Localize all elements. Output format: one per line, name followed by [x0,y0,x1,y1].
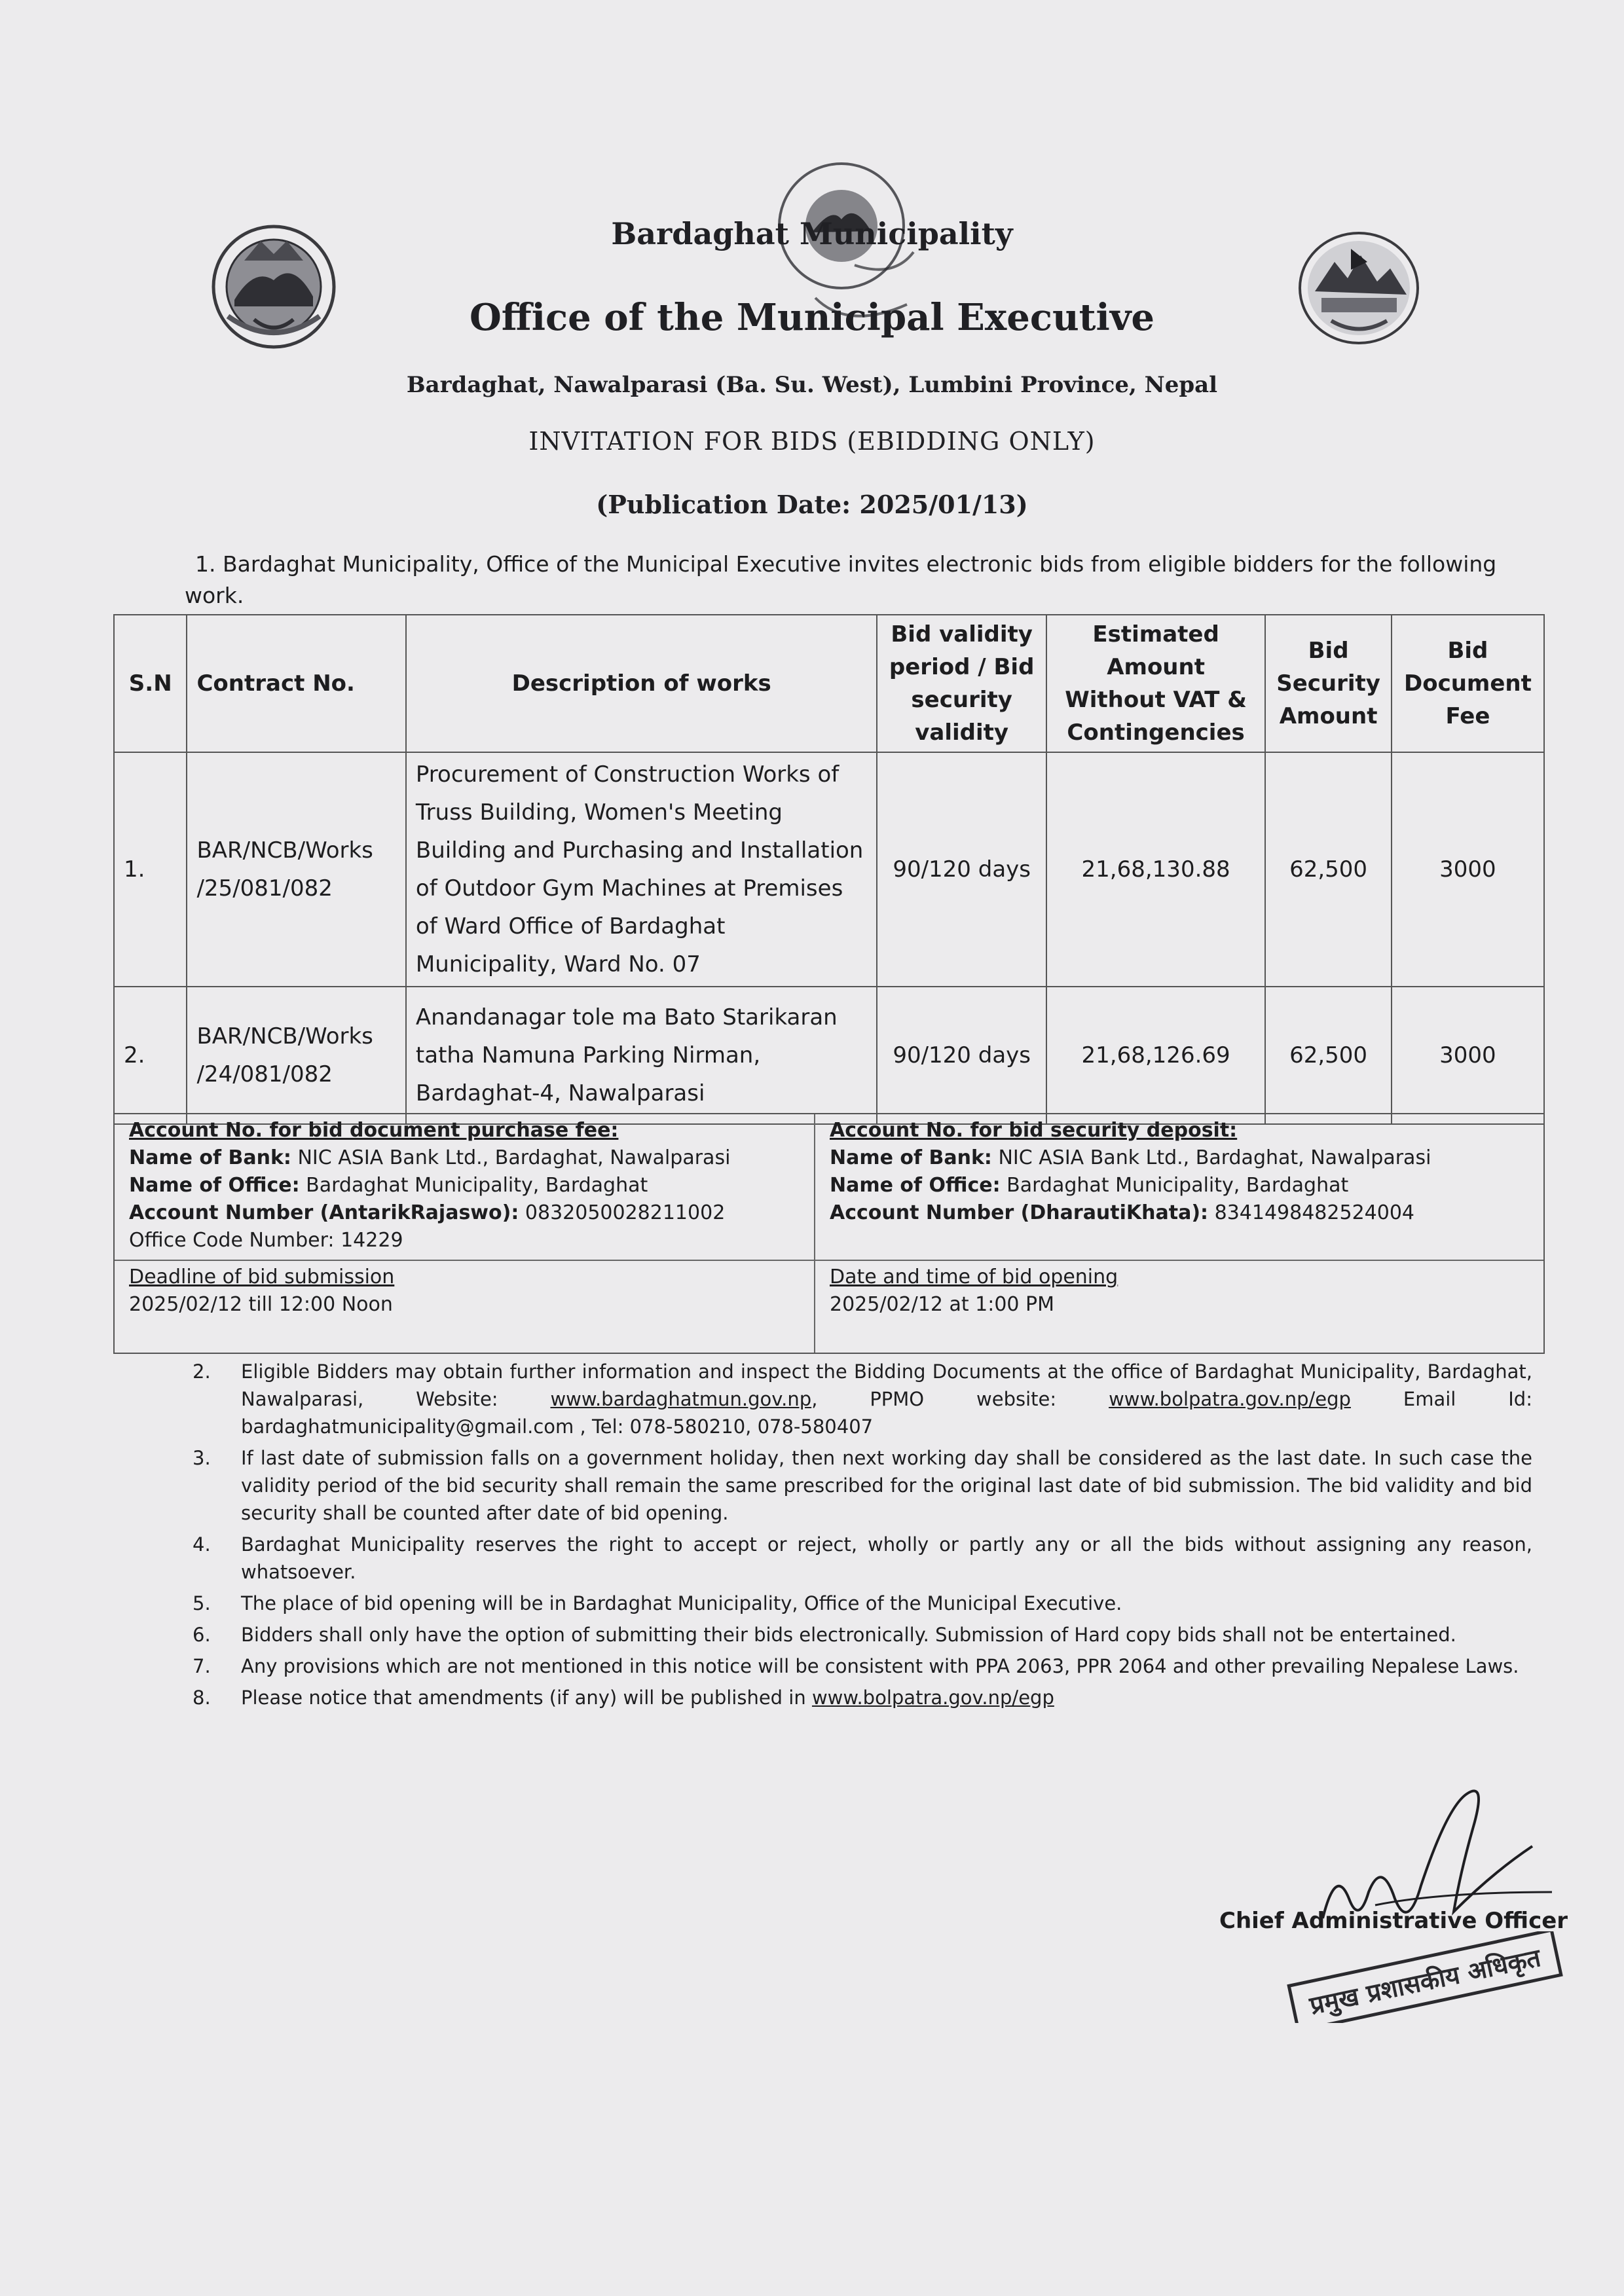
cell-description: Anandanagar tole ma Bato Starikaran tatha Namuna Parking Nirman, Bardaghat-4, Nawalparasi [406,987,877,1124]
officer-stamp-icon [1283,1931,1565,2023]
cell-security: 62,500 [1265,987,1392,1124]
divider [115,1260,1543,1261]
opening-value: 2025/02/12 at 1:00 PM [830,1293,1055,1316]
header-security: Bid Security Amount [1265,615,1392,752]
security-bank: Name of Bank: NIC ASIA Bank Ltd., Bardaghat, Nawalparasi [830,1146,1431,1169]
cell-validity: 90/120 days [877,752,1046,987]
header-sn: S.N [114,615,187,752]
cell-sn: 2. [114,987,187,1124]
list-item: 3. If last date of submission falls on a government holiday, then next working day shall be considered as the last date. In such case the validity period of the bid security shall remain the same prescribed for the original last date of bid submission. The bid validity and bid security shall be counted after date of bid opening. [193,1447,1532,1524]
security-heading: Account No. for bid security deposit: [830,1119,1238,1142]
security-account-number: Account Number (DharautiKhata): 8341498482524004 [830,1201,1414,1224]
publication-date: (Publication Date: 2025/01/13) [596,490,1028,519]
header-fee: Bid Document Fee [1392,615,1544,752]
deadline-heading: Deadline of bid submission [129,1266,395,1288]
cell-fee: 3000 [1392,752,1544,987]
list-item: 7. Any provisions which are not mentioned in this notice will be consistent with PPA 2063, PPR 2064 and other prevailing Nepalese Laws. [193,1655,1519,1677]
office-name: Office of the Municipal Executive [470,296,1154,339]
purchase-office-code: Office Code Number: 14229 [129,1229,403,1252]
divider [814,1114,815,1353]
intro-text: Bardaghat Municipality, Office of the Municipal Executive invites electronic bids from eligible bidders for the following work. [185,551,1497,608]
intro-paragraph [185,549,1532,611]
bid-table [113,614,1545,1125]
list-item: 6. Bidders shall only have the option of submitting their bids electronically. Submission of Hard copy bids shall not be entertained. [193,1624,1456,1646]
cell-sn: 1. [114,752,187,987]
header-description: Description of works [406,615,877,752]
table-header-row [114,615,1544,752]
cell-validity: 90/120 days [877,987,1046,1124]
amendments-link[interactable]: www.bolpatra.gov.np/egp [811,1686,1054,1709]
table-row [114,987,1544,1124]
opening-section [830,1264,1537,1319]
header-estimated: Estimated Amount Without VAT & Contingencies [1046,615,1265,752]
intro-number: 1. [195,551,216,577]
opening-heading: Date and time of bid opening [830,1266,1118,1288]
cell-contract: BAR/NCB/Works /25/081/082 [187,752,405,987]
ppmo-link[interactable]: www.bolpatra.gov.np/egp [1109,1388,1351,1410]
deadline-section [129,1264,803,1319]
cell-security: 62,500 [1265,752,1392,987]
office-address: Bardaghat, Nawalparasi (Ba. Su. West), Lumbini Province, Nepal [406,372,1218,398]
security-office: Name of Office: Bardaghat Municipality, Bardaghat [830,1174,1349,1197]
svg-text:प्रमुख प्रशासकीय अधिकृत: प्रमुख प्रशासकीय अधिकृत [1307,1943,1543,2020]
cell-description: Procurement of Construction Works of Truss Building, Women's Meeting Building and Purchasing and Installation of Outdoor Gym Machines at Premises of Ward Office of Bardaghat Municipality, Ward No. 07 [406,752,877,987]
list-item: 4. Bardaghat Municipality reserves the right to accept or reject, wholly or partly any or all the bids without assigning any reason, whatsoever. [193,1533,1532,1583]
cell-estimated: 21,68,130.88 [1046,752,1265,987]
purchase-bank: Name of Bank: NIC ASIA Bank Ltd., Bardaghat, Nawalparasi [129,1146,731,1169]
deadline-value: 2025/02/12 till 12:00 Noon [129,1293,393,1316]
municipality-name: Bardaghat Municipality [611,216,1013,251]
purchase-office: Name of Office: Bardaghat Municipality, Bardaghat [129,1174,648,1197]
cell-fee: 3000 [1392,987,1544,1124]
chief-administrative-officer-label: Chief Administrative Officer [1219,1908,1568,1934]
cell-estimated: 21,68,126.69 [1046,987,1265,1124]
notice-title: INVITATION FOR BIDS (EBIDDING ONLY) [528,427,1096,456]
purchase-account-section [129,1117,803,1254]
table-row [114,752,1544,987]
purchase-account-number: Account Number (AntarikRajaswo): 0832050028211002 [129,1201,726,1224]
header-contract: Contract No. [187,615,405,752]
security-account-section [830,1117,1537,1227]
notes-list [183,1358,1532,1715]
list-item: 8. Please notice that amendments (if any) will be published in www.bolpatra.gov.np/egp [193,1686,1054,1709]
website-link[interactable]: www.bardaghatmun.gov.np [550,1388,812,1410]
header-validity: Bid validity period / Bid security validity [877,615,1046,752]
purchase-heading: Account No. for bid document purchase fee: [129,1119,619,1142]
list-item: 5. The place of bid opening will be in Bardaghat Municipality, Office of the Municipal Executive. [193,1592,1122,1614]
cell-contract: BAR/NCB/Works /24/081/082 [187,987,405,1124]
account-details-box [113,1113,1545,1354]
list-item: 2. Eligible Bidders may obtain further information and inspect the Bidding Documents at the office of Bardaghat Municipality, Bardaghat, Nawalparasi, Website: www.bardaghatmun.gov.np, PPMO website: www.bolpatra.gov.np/egp Email Id: bardaghatmunicipality@gmail.com , Tel: 078-580210, 078-580407 [193,1360,1532,1438]
